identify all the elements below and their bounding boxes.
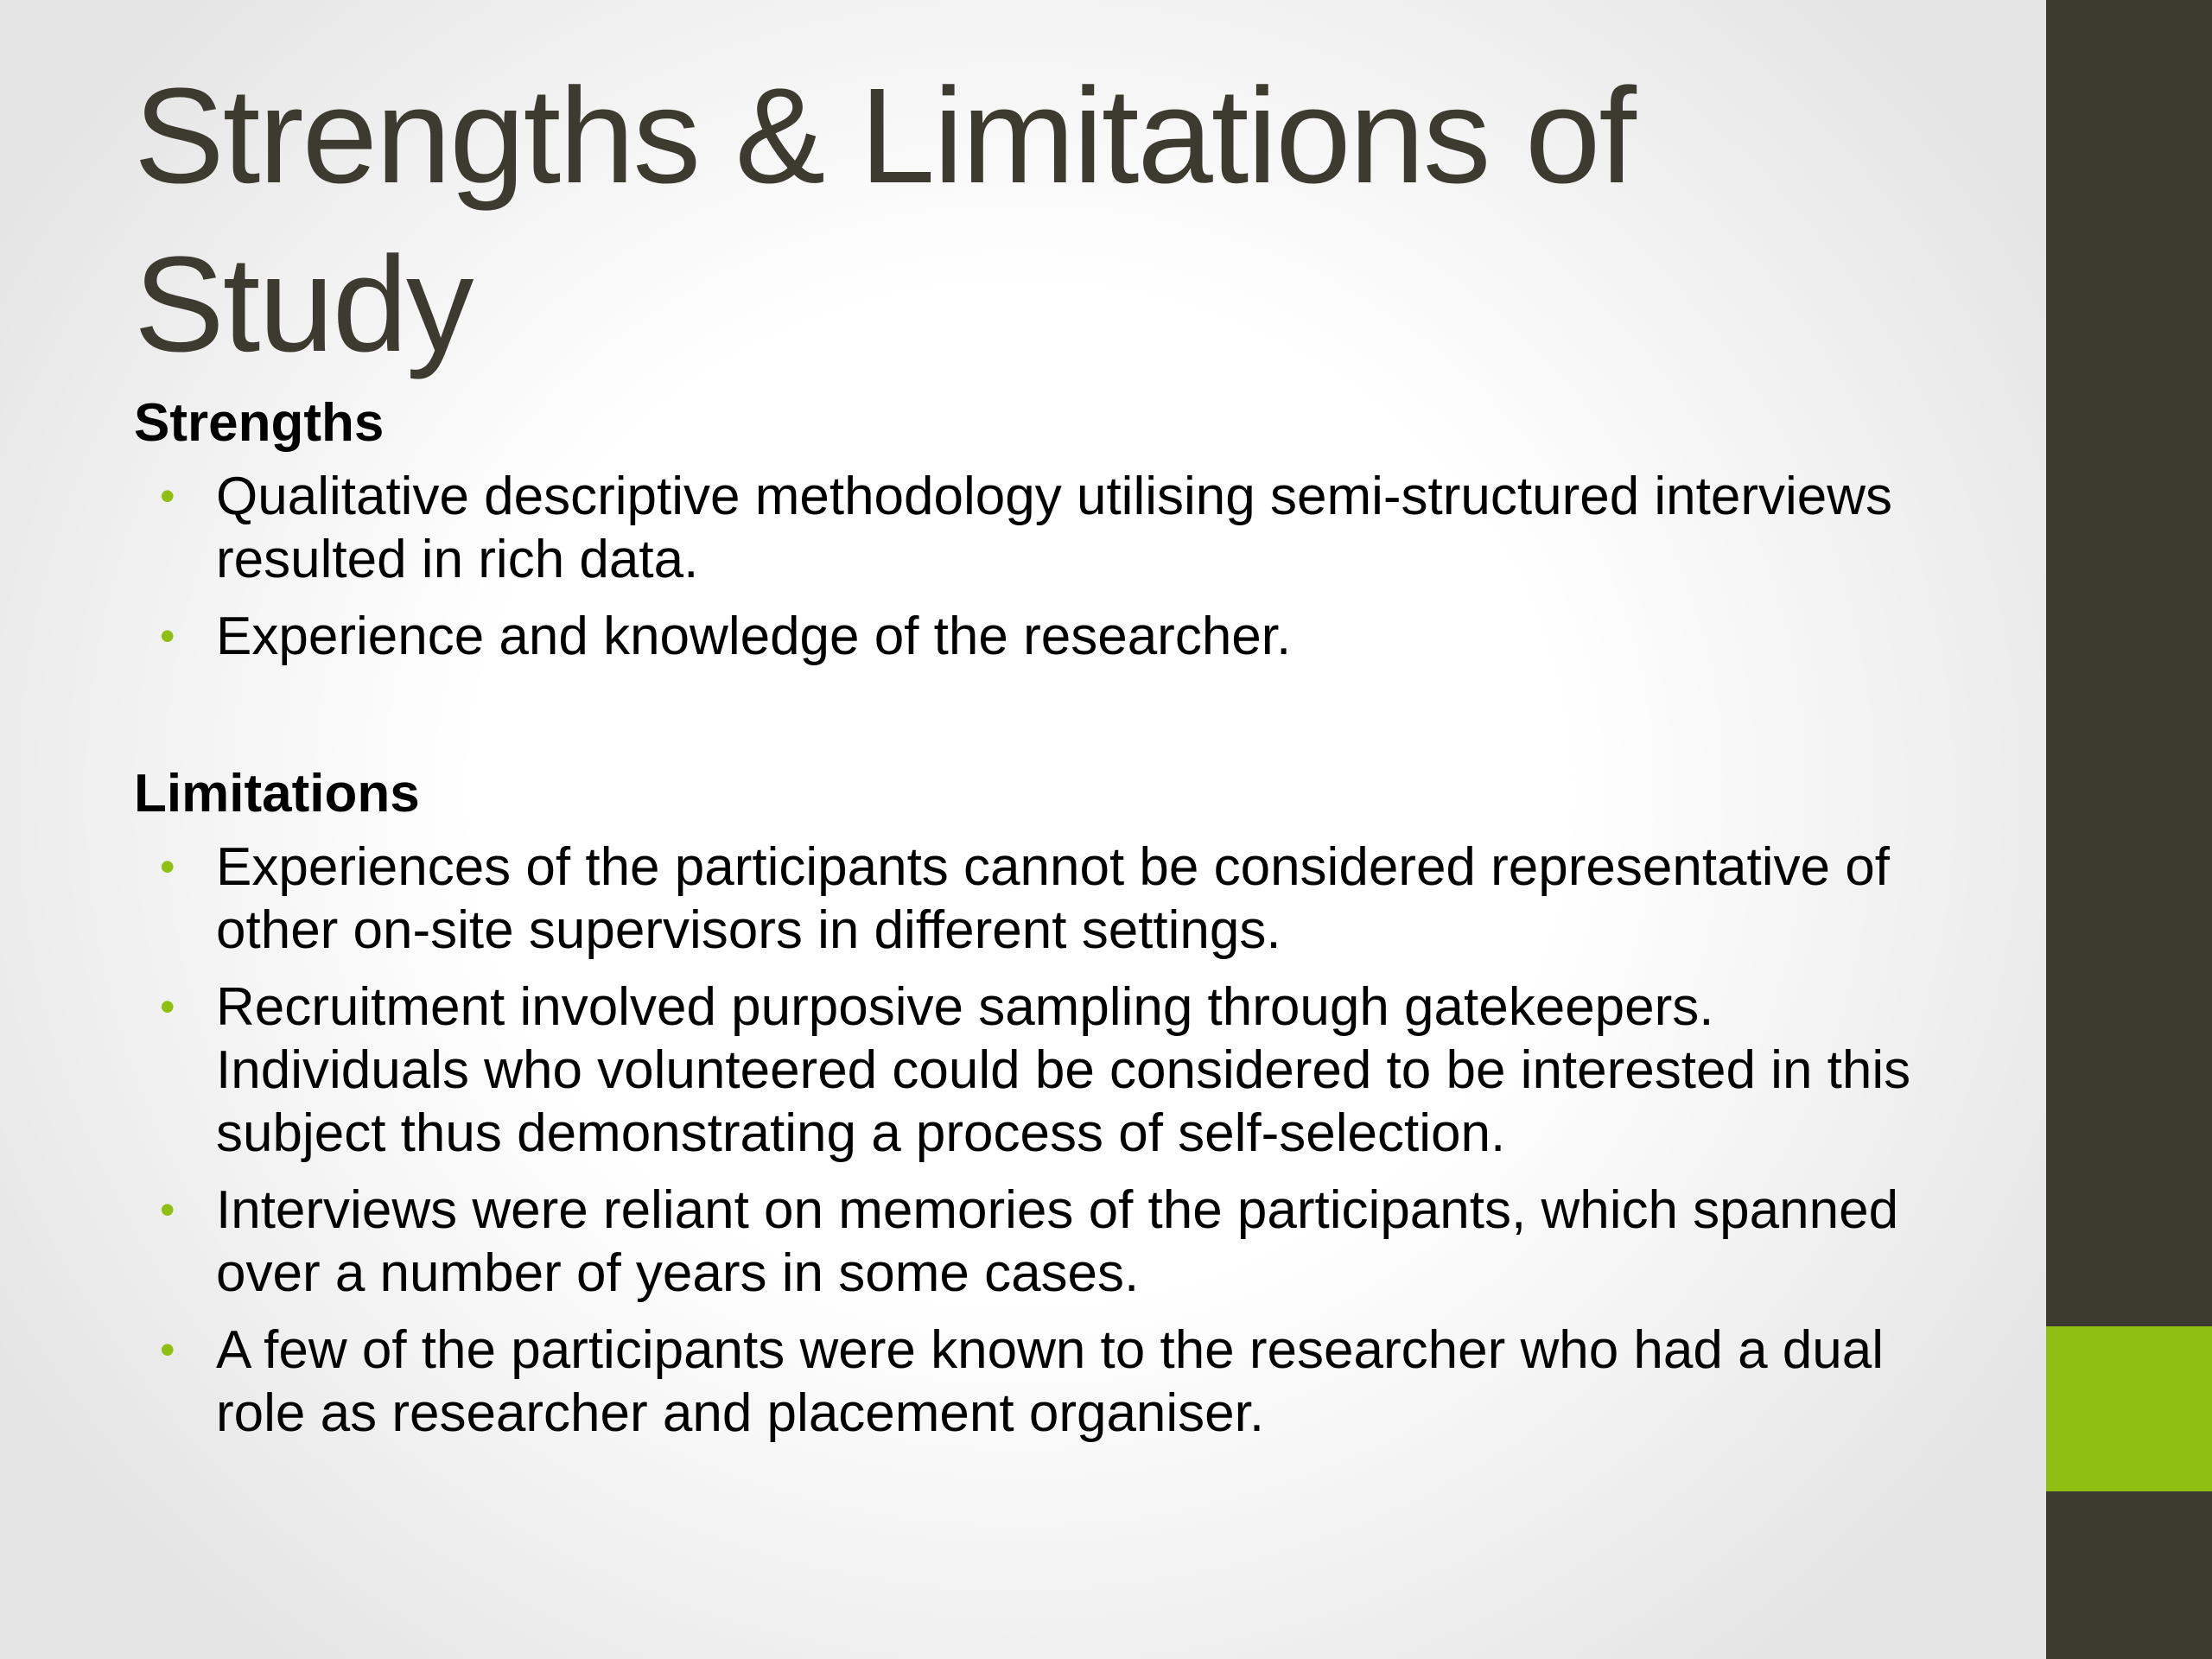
list-item [134, 605, 1931, 668]
bullet-text: Interviews were reliant on memories of the participants, which spanned over a number of years in some cases. [216, 1180, 1899, 1303]
list-item [134, 1319, 1931, 1445]
bullet-text: Experiences of the participants cannot be considered representative of other on-site supervisors in different settings. [216, 837, 1890, 960]
bullet-icon: • [160, 1325, 175, 1374]
bullet-text: Qualitative descriptive methodology utilising semi-structured interviews resulted in rich data. [216, 467, 1893, 589]
section-spacer [134, 682, 1931, 761]
bullet-text: Recruitment involved purposive sampling through gatekeepers. Individuals who volunteered could be considered to be interested in this subject thus demonstrating a process of self-selection. [216, 977, 1911, 1163]
accent-block [2046, 1326, 2212, 1491]
list-item [134, 465, 1931, 591]
slide-body [134, 391, 1931, 1459]
bullet-icon: • [160, 1185, 175, 1234]
bullet-icon: • [160, 842, 175, 891]
title-line-2: Study [134, 229, 473, 380]
bullet-icon: • [160, 982, 175, 1031]
strengths-list [134, 465, 1931, 668]
bullet-icon: • [160, 612, 175, 660]
list-item [134, 976, 1931, 1165]
bullet-text: A few of the participants were known to the researcher who had a dual role as researcher and placement organiser. [216, 1320, 1885, 1443]
slide-title [134, 52, 1948, 389]
bullet-text: Experience and knowledge of the researcher. [216, 607, 1292, 666]
list-item [134, 836, 1931, 962]
title-line-1: Strengths & Limitations of [134, 60, 1635, 212]
list-item [134, 1179, 1931, 1305]
limitations-list [134, 836, 1931, 1445]
bullet-icon: • [160, 472, 175, 520]
limitations-heading: Limitations [134, 764, 420, 823]
strengths-heading: Strengths [134, 393, 385, 453]
